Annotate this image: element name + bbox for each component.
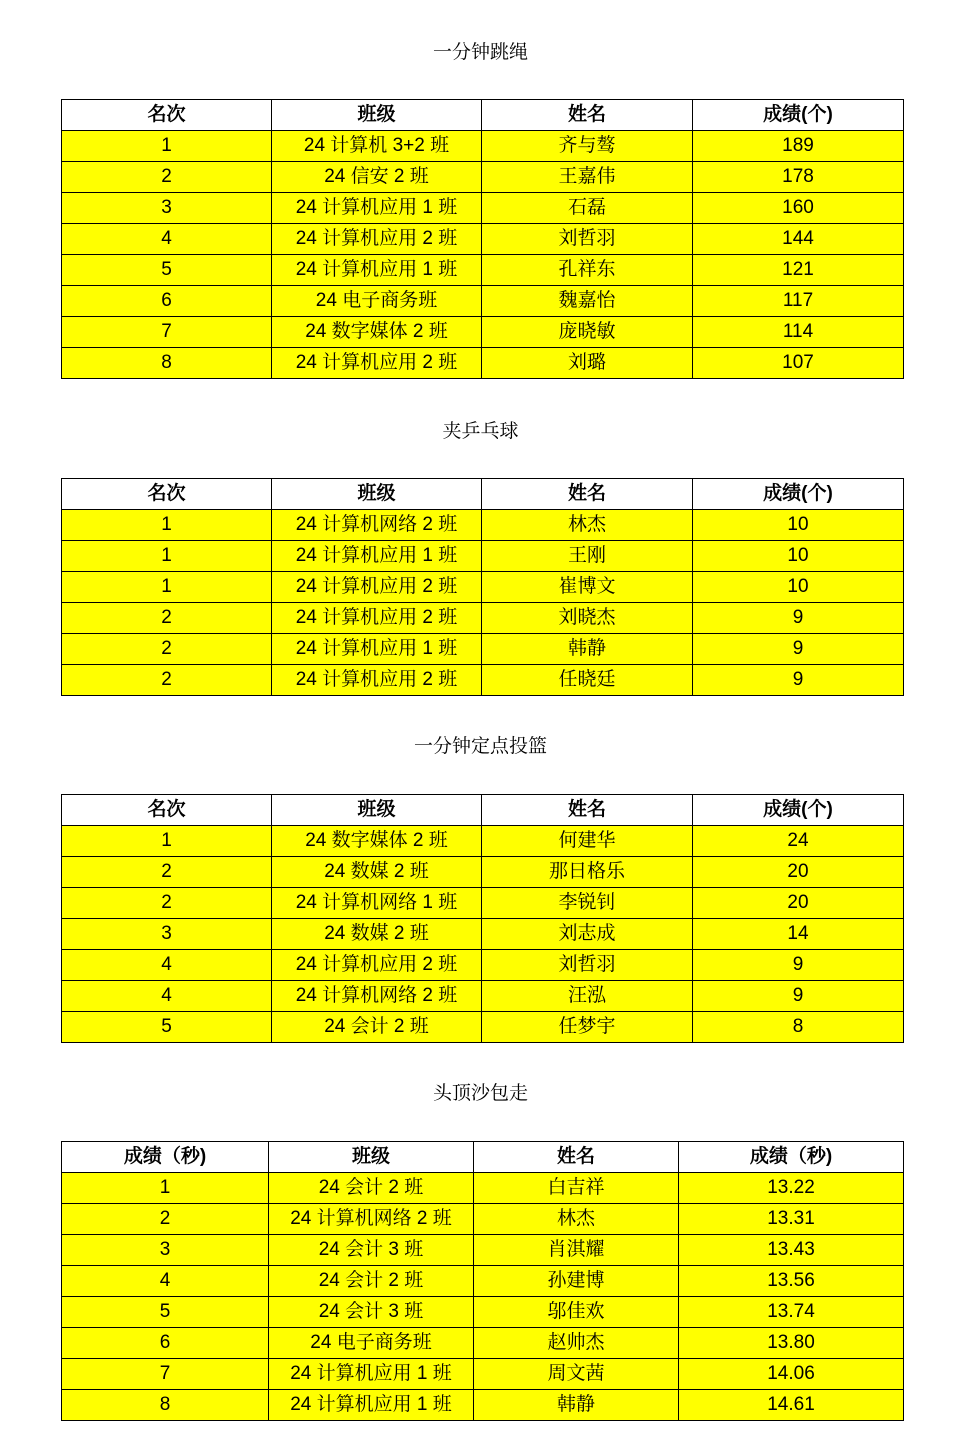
table-row xyxy=(62,193,904,224)
score-cell: 10 xyxy=(693,541,904,572)
table-row xyxy=(62,1328,904,1359)
table-row xyxy=(62,224,904,255)
results-table xyxy=(61,1141,904,1421)
name-cell: 刘璐 xyxy=(482,348,693,379)
name-cell: 何建华 xyxy=(482,826,693,857)
class-cell: 24 会计 3 班 xyxy=(269,1297,474,1328)
name-cell: 任晓廷 xyxy=(482,665,693,696)
class-cell: 24 计算机应用 2 班 xyxy=(272,348,482,379)
class-cell: 24 数媒 2 班 xyxy=(272,919,482,950)
table-row xyxy=(62,131,904,162)
name-cell: 白吉祥 xyxy=(474,1173,679,1204)
table-row xyxy=(62,348,904,379)
column-header-rank: 名次 xyxy=(62,795,272,826)
score-cell: 20 xyxy=(693,857,904,888)
column-header-rank: 名次 xyxy=(62,100,272,131)
class-cell: 24 计算机应用 2 班 xyxy=(272,665,482,696)
class-cell: 24 会计 3 班 xyxy=(269,1235,474,1266)
class-cell: 24 计算机应用 2 班 xyxy=(272,603,482,634)
class-cell: 24 会计 2 班 xyxy=(272,1012,482,1043)
rank-cell: 2 xyxy=(62,603,272,634)
name-cell: 赵帅杰 xyxy=(474,1328,679,1359)
rank-cell: 2 xyxy=(62,162,272,193)
column-header-score: 成绩（秒) xyxy=(679,1142,904,1173)
table-row xyxy=(62,286,904,317)
score-cell: 20 xyxy=(693,888,904,919)
name-cell: 韩静 xyxy=(482,634,693,665)
name-cell: 汪泓 xyxy=(482,981,693,1012)
column-header-score: 成绩(个) xyxy=(693,100,904,131)
score-cell: 107 xyxy=(693,348,904,379)
rank-cell: 4 xyxy=(62,950,272,981)
name-cell: 刘哲羽 xyxy=(482,224,693,255)
score-cell: 178 xyxy=(693,162,904,193)
name-cell: 庞晓敏 xyxy=(482,317,693,348)
column-header-rank: 成绩（秒) xyxy=(62,1142,269,1173)
class-cell: 24 计算机应用 1 班 xyxy=(269,1390,474,1421)
score-cell: 13.43 xyxy=(679,1235,904,1266)
class-cell: 24 计算机网络 1 班 xyxy=(272,888,482,919)
name-cell: 刘志成 xyxy=(482,919,693,950)
name-cell: 王嘉伟 xyxy=(482,162,693,193)
rank-cell: 1 xyxy=(62,510,272,541)
results-table xyxy=(61,794,904,1043)
header-row xyxy=(62,100,904,131)
table-row xyxy=(62,1204,904,1235)
column-header-name: 姓名 xyxy=(482,100,693,131)
class-cell: 24 计算机网络 2 班 xyxy=(272,510,482,541)
score-cell: 121 xyxy=(693,255,904,286)
class-cell: 24 会计 2 班 xyxy=(269,1173,474,1204)
score-cell: 189 xyxy=(693,131,904,162)
score-cell: 8 xyxy=(693,1012,904,1043)
column-header-class: 班级 xyxy=(269,1142,474,1173)
column-header-name: 姓名 xyxy=(482,479,693,510)
rank-cell: 8 xyxy=(62,348,272,379)
name-cell: 石磊 xyxy=(482,193,693,224)
rank-cell: 1 xyxy=(62,572,272,603)
rank-cell: 8 xyxy=(62,1390,269,1421)
rank-cell: 6 xyxy=(62,1328,269,1359)
rank-cell: 2 xyxy=(62,1204,269,1235)
class-cell: 24 计算机应用 1 班 xyxy=(272,541,482,572)
name-cell: 刘哲羽 xyxy=(482,950,693,981)
rank-cell: 3 xyxy=(62,919,272,950)
name-cell: 韩静 xyxy=(474,1390,679,1421)
name-cell: 魏嘉怡 xyxy=(482,286,693,317)
column-header-class: 班级 xyxy=(272,795,482,826)
name-cell: 邬佳欢 xyxy=(474,1297,679,1328)
column-header-name: 姓名 xyxy=(474,1142,679,1173)
results-table xyxy=(61,478,904,696)
rank-cell: 7 xyxy=(62,317,272,348)
name-cell: 林杰 xyxy=(482,510,693,541)
rank-cell: 5 xyxy=(62,1297,269,1328)
name-cell: 孙建博 xyxy=(474,1266,679,1297)
column-header-rank: 名次 xyxy=(62,479,272,510)
table-row xyxy=(62,603,904,634)
class-cell: 24 电子商务班 xyxy=(269,1328,474,1359)
rank-cell: 5 xyxy=(62,255,272,286)
class-cell: 24 计算机应用 2 班 xyxy=(272,224,482,255)
table-row xyxy=(62,857,904,888)
class-cell: 24 数字媒体 2 班 xyxy=(272,826,482,857)
score-cell: 9 xyxy=(693,665,904,696)
rank-cell: 7 xyxy=(62,1359,269,1390)
class-cell: 24 数媒 2 班 xyxy=(272,857,482,888)
table-row xyxy=(62,826,904,857)
name-cell: 周文茜 xyxy=(474,1359,679,1390)
class-cell: 24 会计 2 班 xyxy=(269,1266,474,1297)
rank-cell: 2 xyxy=(62,665,272,696)
table-row xyxy=(62,541,904,572)
results-table xyxy=(61,99,904,379)
section-title: 头顶沙包走 xyxy=(432,1083,528,1104)
score-cell: 9 xyxy=(693,981,904,1012)
score-cell: 13.80 xyxy=(679,1328,904,1359)
table-row xyxy=(62,950,904,981)
column-header-class: 班级 xyxy=(272,100,482,131)
name-cell: 齐与骜 xyxy=(482,131,693,162)
table-row xyxy=(62,1012,904,1043)
rank-cell: 1 xyxy=(62,826,272,857)
name-cell: 肖淇耀 xyxy=(474,1235,679,1266)
score-cell: 10 xyxy=(693,572,904,603)
table-row xyxy=(62,1359,904,1390)
class-cell: 24 计算机 3+2 班 xyxy=(272,131,482,162)
header-row xyxy=(62,479,904,510)
name-cell: 李锐钊 xyxy=(482,888,693,919)
section-title: 夹乒乓球 xyxy=(442,421,519,442)
score-cell: 9 xyxy=(693,950,904,981)
rank-cell: 2 xyxy=(62,634,272,665)
score-cell: 13.22 xyxy=(679,1173,904,1204)
table-row xyxy=(62,981,904,1012)
class-cell: 24 计算机网络 2 班 xyxy=(269,1204,474,1235)
name-cell: 王刚 xyxy=(482,541,693,572)
rank-cell: 3 xyxy=(62,1235,269,1266)
class-cell: 24 计算机应用 1 班 xyxy=(272,255,482,286)
score-cell: 117 xyxy=(693,286,904,317)
column-header-score: 成绩(个) xyxy=(693,479,904,510)
table-row xyxy=(62,162,904,193)
header-row xyxy=(62,1142,904,1173)
score-cell: 144 xyxy=(693,224,904,255)
rank-cell: 5 xyxy=(62,1012,272,1043)
rank-cell: 2 xyxy=(62,857,272,888)
score-cell: 14.06 xyxy=(679,1359,904,1390)
rank-cell: 4 xyxy=(62,224,272,255)
score-cell: 9 xyxy=(693,634,904,665)
name-cell: 那日格乐 xyxy=(482,857,693,888)
score-cell: 14 xyxy=(693,919,904,950)
name-cell: 崔博文 xyxy=(482,572,693,603)
column-header-score: 成绩(个) xyxy=(693,795,904,826)
rank-cell: 1 xyxy=(62,1173,269,1204)
name-cell: 孔祥东 xyxy=(482,255,693,286)
table-row xyxy=(62,1390,904,1421)
section-title: 一分钟定点投篮 xyxy=(413,736,547,757)
table-row xyxy=(62,665,904,696)
table-row xyxy=(62,1173,904,1204)
name-cell: 林杰 xyxy=(474,1204,679,1235)
rank-cell: 2 xyxy=(62,888,272,919)
table-row xyxy=(62,255,904,286)
score-cell: 160 xyxy=(693,193,904,224)
table-row xyxy=(62,919,904,950)
table-row xyxy=(62,572,904,603)
class-cell: 24 计算机网络 2 班 xyxy=(272,981,482,1012)
name-cell: 刘晓杰 xyxy=(482,603,693,634)
table-row xyxy=(62,1266,904,1297)
table-row xyxy=(62,634,904,665)
score-cell: 14.61 xyxy=(679,1390,904,1421)
score-cell: 114 xyxy=(693,317,904,348)
column-header-class: 班级 xyxy=(272,479,482,510)
score-cell: 9 xyxy=(693,603,904,634)
table-row xyxy=(62,1297,904,1328)
class-cell: 24 电子商务班 xyxy=(272,286,482,317)
class-cell: 24 计算机应用 1 班 xyxy=(269,1359,474,1390)
section-title: 一分钟跳绳 xyxy=(432,42,528,63)
name-cell: 任梦宇 xyxy=(482,1012,693,1043)
header-row xyxy=(62,795,904,826)
rank-cell: 4 xyxy=(62,981,272,1012)
score-cell: 13.31 xyxy=(679,1204,904,1235)
score-cell: 13.74 xyxy=(679,1297,904,1328)
table-row xyxy=(62,1235,904,1266)
rank-cell: 1 xyxy=(62,541,272,572)
class-cell: 24 计算机应用 1 班 xyxy=(272,634,482,665)
class-cell: 24 计算机应用 2 班 xyxy=(272,572,482,603)
score-cell: 13.56 xyxy=(679,1266,904,1297)
rank-cell: 3 xyxy=(62,193,272,224)
column-header-name: 姓名 xyxy=(482,795,693,826)
table-row xyxy=(62,888,904,919)
rank-cell: 6 xyxy=(62,286,272,317)
rank-cell: 1 xyxy=(62,131,272,162)
class-cell: 24 信安 2 班 xyxy=(272,162,482,193)
class-cell: 24 计算机应用 2 班 xyxy=(272,950,482,981)
class-cell: 24 计算机应用 1 班 xyxy=(272,193,482,224)
score-cell: 10 xyxy=(693,510,904,541)
class-cell: 24 数字媒体 2 班 xyxy=(272,317,482,348)
table-row xyxy=(62,510,904,541)
score-cell: 24 xyxy=(693,826,904,857)
rank-cell: 4 xyxy=(62,1266,269,1297)
table-row xyxy=(62,317,904,348)
